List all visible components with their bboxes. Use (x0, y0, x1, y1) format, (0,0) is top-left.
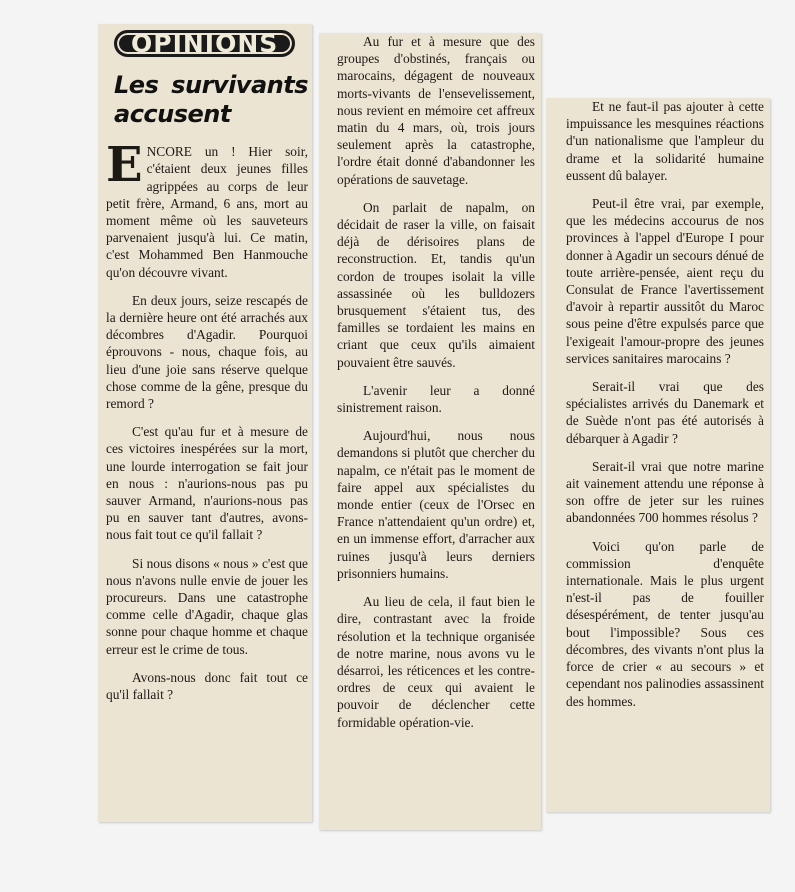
paragraph: Serait-il vrai que notre marine ait vainement attendu une réponse à son offre de jeter sur les ruines abandonnées 700 hommes résolus ? (566, 458, 764, 526)
drop-cap: E (106, 137, 143, 194)
paragraph: C'est qu'au fur et à mesure de ces victoires inespérées sur la mort, une lourde interrogation se fait jour en nous : n'aurions-nous pas pu sauver Armand, n'aurions-nous pas pu en sauver tant d'autres, avons-nous fait tout ce qu'il fallait ? (106, 424, 308, 543)
article-headline: Les survivants accusent (114, 71, 308, 129)
paragraph: Si nous disons « nous » c'est que nous n'avons nulle envie de jouer les procureurs. Dans une catastrophe comme celle d'Agadir, chaque glas sonne pour chaque homme et chaque erreur est le crime de tous. (106, 555, 308, 657)
paragraph: Aujourd'hui, nous nous demandons si plutôt que chercher du napalm, ce n'était pas le moment de faire appel aux spécialistes du monde entier (ceux de l'Orsec en France n'attendaient qu'un ordre) et, en un immense effort, d'arracher aux ruines jusqu'à leurs derniers prisonniers humains. (337, 428, 535, 581)
paragraph: Et ne faut-il pas ajouter à cette impuissance les mesquines réactions d'un nationalisme que l'ampleur du drame et la solidarité humaine eussent dû balayer. (566, 99, 764, 183)
paragraph: Au lieu de cela, il faut bien le dire, contrastant avec la froide résolution et la technique organisée de notre marine, nous avons vu le désarroi, les réticences et les contre-ordres de ceux qui avaient le pouvoir de déclencher cette formidable opération-vie. (337, 594, 535, 730)
clipping-column-2 (319, 33, 541, 830)
paragraph: Au fur et à mesure que des groupes d'obstinés, français ou marocains, dégagent de nouveaux morts-vivants de l'ensevelissement, nous revient en mémoire cet affreux matin du 4 mars, où, trois jours seulement après la catastrophe, l'ordre était donné d'abandonner les opérations de sauvetage. (337, 34, 535, 187)
lead-text: NCORE un ! Hier soir, c'étaient deux jeunes filles agrippées au corps de leur petit frère, Armand, 6 ans, mort au moment même où les sauveteurs parvenaient jusqu'à lui. Ce matin, c'est Mohammed Ben Hanmouche qu'on découvre vivant. (106, 144, 308, 280)
clipping-column-3 (546, 98, 770, 812)
section-badge: OPINIONS (114, 30, 295, 57)
paragraph: Serait-il vrai que des spécialistes arrivés du Danemark et de Suède n'ont pas été autorisés à débarquer à Agadir ? (566, 379, 764, 446)
paragraph: En deux jours, seize rescapés de la dernière heure ont été arrachés aux décombres d'Agadir. Pourquoi éprouvons - nous, chaque fois, au lieu d'une joie sans réserve quelque chose comme de la gêne, presque du remord ? (106, 292, 308, 412)
clipping-column-1 (98, 24, 312, 822)
paragraph: Voici qu'on parle de commission d'enquête internationale. Mais le plus urgent n'est-il pas de fouiller désespérément, de tenter jusqu'au bout l'impossible? Sous ces décombres, des vivants n'ont plus la force de crier « au secours » et cependant nos palinodies assassinent des hommes. (566, 538, 764, 709)
paragraph: On parlait de napalm, on décidait de raser la ville, on faisait déjà de dérisoires plans de reconstruction. Et, tandis qu'un cordon de troupes isolait la ville assassinée où les bulldozers brusquement s'étaient tus, des familles se tordaient les mains en criant que ceux qu'ils aimaient pouvaient être sauvés. (337, 199, 535, 370)
paragraph: Peut-il être vrai, par exemple, que les médecins accourus de nos provinces à l'appel d'Europe I pour donner à Agadir un secours dénué de toute arrière-pensée, aient reçu du Consulat de France l'avertissement d'avoir à repartir aussitôt du Maroc sous peine d'être expulsés parce que l'exigeait l'amour-propre des jeunes services sanitaires marocains ? (566, 196, 764, 366)
lead-paragraph (106, 137, 308, 281)
paragraph: L'avenir leur a donné sinistrement raison. (337, 382, 535, 416)
paragraph: Avons-nous donc fait tout ce qu'il fallait ? (106, 669, 308, 703)
